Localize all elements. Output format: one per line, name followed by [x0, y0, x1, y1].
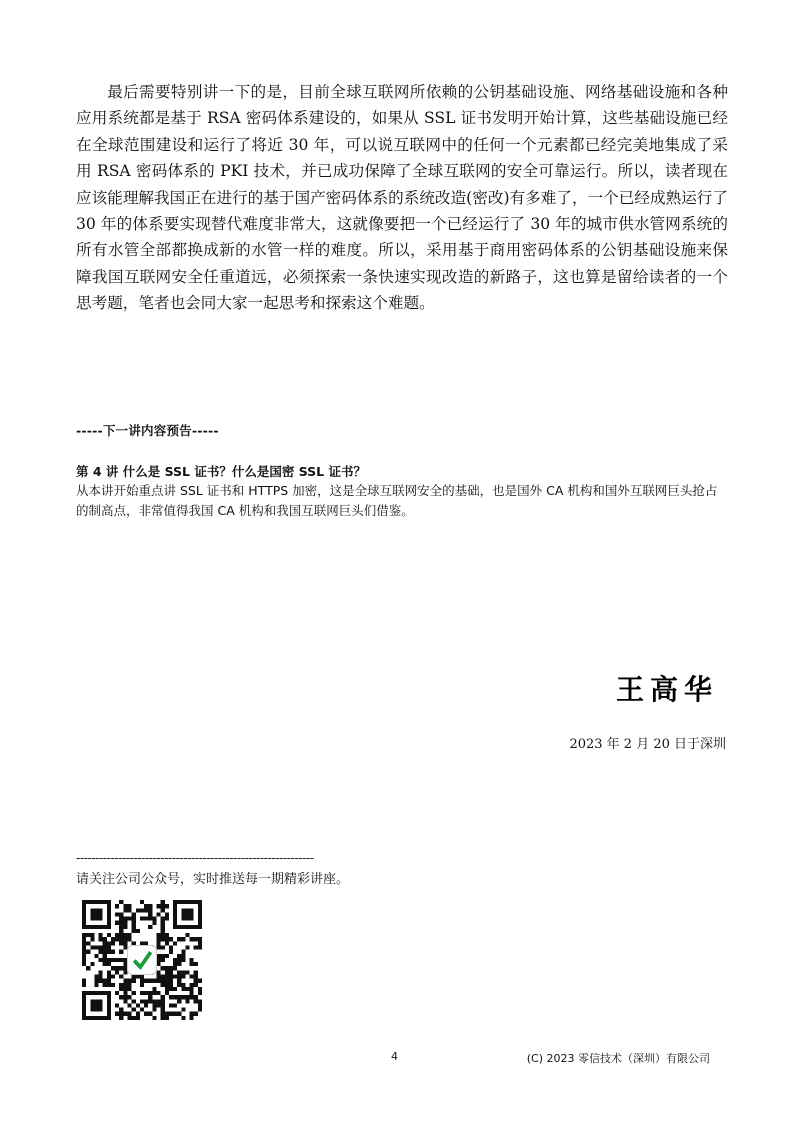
footer-copyright: (C) 2023 零信技术（深圳）有限公司 — [526, 1052, 710, 1065]
follow-note: 请关注公司公众号，实时推送每一期精彩讲座。 — [76, 872, 350, 887]
page-number: 4 — [391, 1050, 398, 1063]
qr-code-icon — [82, 900, 202, 1020]
next-lecture-description: 从本讲开始重点讲 SSL 证书和 HTTPS 加密，这是全球互联网安全的基础，也是国外 CA 机构和国外互联网巨头抢占的制高点，非常值得我国 CA 机构和我国互联网巨头们借鉴。 — [76, 483, 718, 518]
body-paragraph: 最后需要特别讲一下的是，目前全球互联网所依赖的公钥基础设施、网络基础设施和各种应用系统都是基于 RSA 密码体系建设的，如果从 SSL 证书发明开始计算，这些基础设施已经在全球范围建设和运行了将近 30 年，可以说互联网中的任何一个元素都已经完美地集成了采用 RSA 密码体系的 PKI 技术，并已成功保障了全球互联网的安全可靠运行。所以，读者现在应该能理解我国正在进行的基于国产密码体系的系统改造(密改)有多难了，一个已经成熟运行了 30 年的体系要实现替代难度非常大，这就像要把一个已经运行了 30 年的城市供水管网系统的所有水管全部都换成新的水管一样的难度。所以，采用基于商用密码体系的公钥基础设施来保障我国互联网安全任重道远，必须探索一条快速实现改造的新路子，这也算是留给读者的一个思考题，笔者也会同大家一起思考和探索这个难题。 — [76, 83, 728, 313]
preview-heading: -----下一讲内容预告----- — [76, 423, 219, 438]
author-signature: 王高华 — [615, 673, 718, 706]
section-divider: -------------------------------------------------------------- — [76, 851, 314, 865]
logo-icon — [128, 946, 157, 975]
next-lecture-title: 第 4 讲 什么是 SSL 证书？什么是国密 SSL 证书？ — [76, 464, 366, 479]
signature-date: 2023 年 2 月 20 日于深圳 — [569, 737, 726, 752]
